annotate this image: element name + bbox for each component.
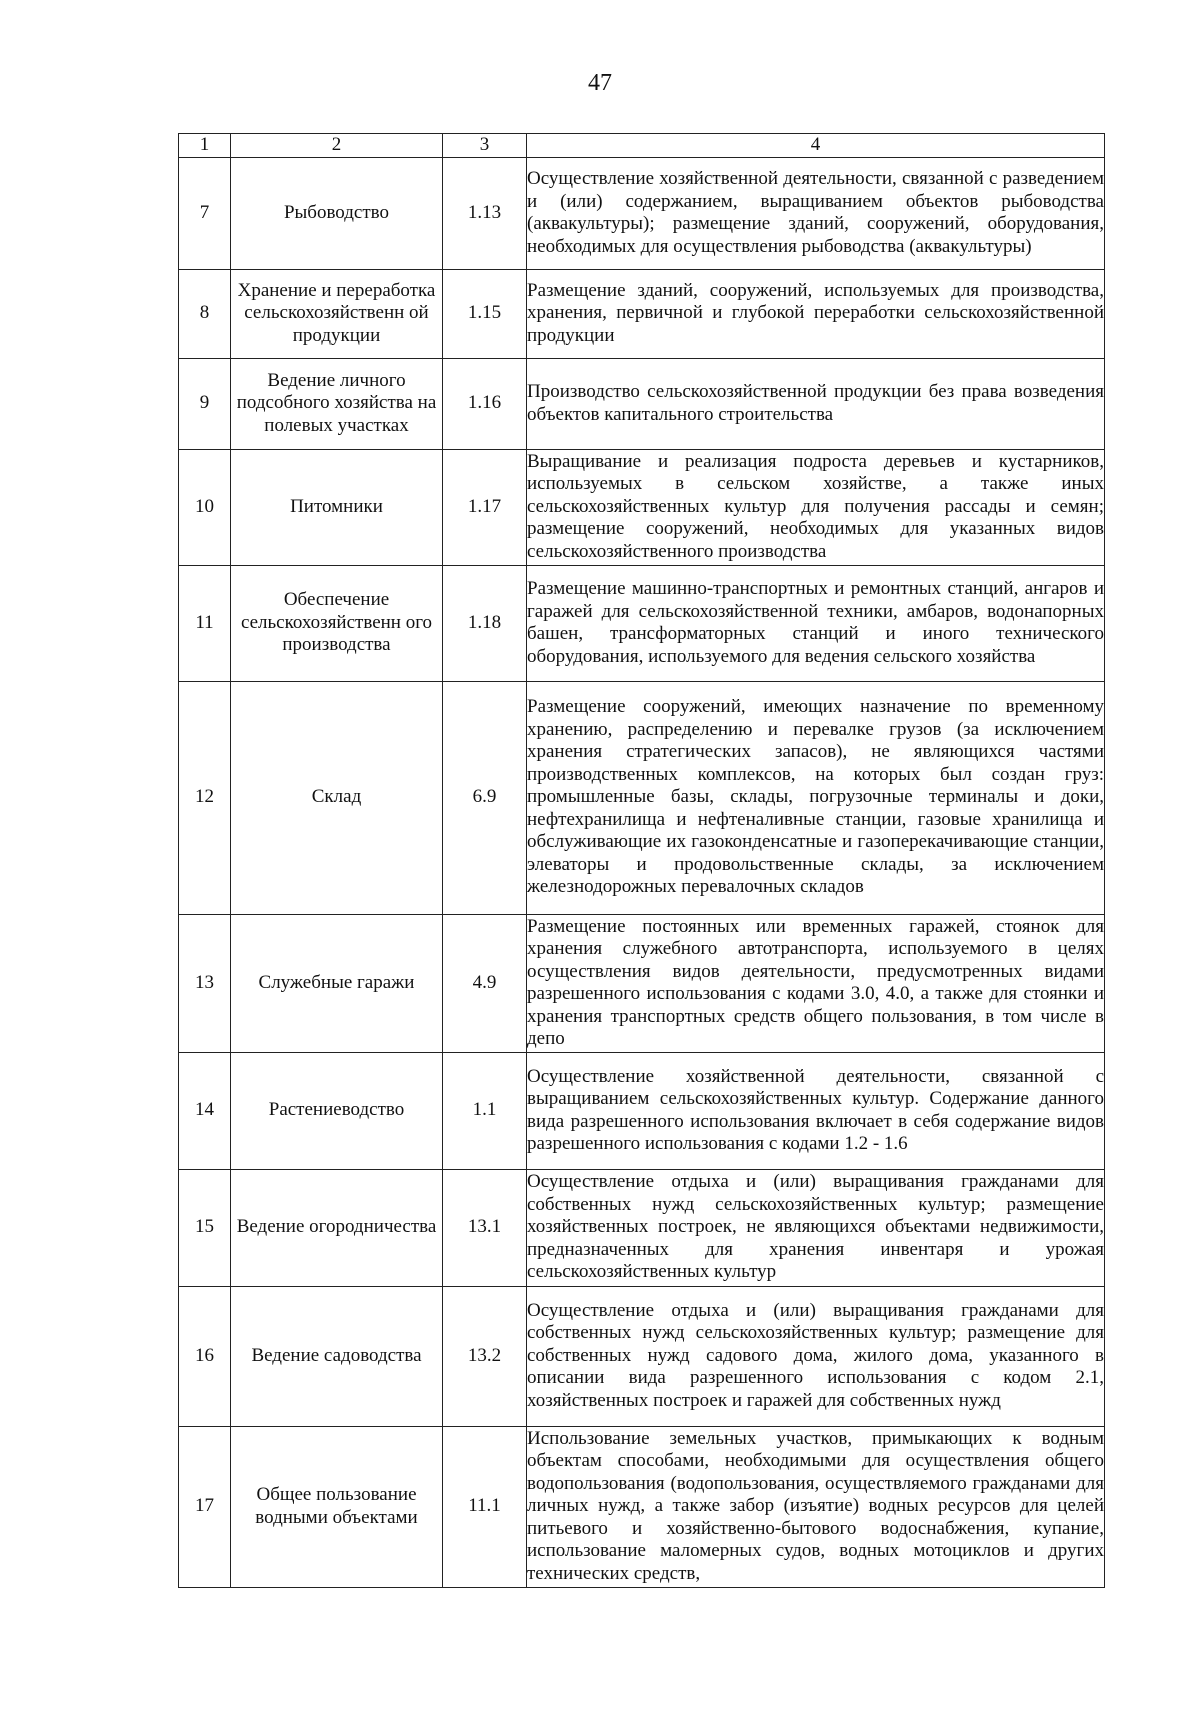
use-name: Ведение садоводства: [231, 1286, 443, 1426]
use-code: 1.1: [443, 1052, 527, 1169]
use-name: Питомники: [231, 449, 443, 565]
use-description: Размещение зданий, сооружений, используемых для производства, хранения, первичной и глубокой переработки сельскохозяйственной продукции: [527, 269, 1105, 358]
use-description: Использование земельных участков, примыкающих к водным объектам способами, необходимыми для осуществления общего водопользования (водопользования, осуществляемого гражданами для личных нужд, а также забор (изъятие) водных ресурсов для целей питьевого и хозяйственно-бытового водоснабжения, купание, использование маломерных судов, водных мотоциклов и других технических средств,: [527, 1426, 1105, 1587]
row-number: 16: [179, 1286, 231, 1426]
use-name: Служебные гаражи: [231, 914, 443, 1052]
use-name: Ведение огородничества: [231, 1169, 443, 1286]
row-number: 7: [179, 157, 231, 269]
table-row: [179, 358, 1105, 449]
use-code: 1.13: [443, 157, 527, 269]
table-row: [179, 914, 1105, 1052]
use-description: Размещение машинно-транспортных и ремонтных станций, ангаров и гаражей для сельскохозяйственной техники, амбаров, водонапорных башен, трансформаторных станций и иного технического оборудования, используемого для ведения сельского хозяйства: [527, 565, 1105, 681]
use-code: 6.9: [443, 681, 527, 914]
use-name: Ведение личного подсобного хозяйства на полевых участках: [231, 358, 443, 449]
use-name: Растениеводство: [231, 1052, 443, 1169]
use-name: Общее пользование водными объектами: [231, 1426, 443, 1587]
use-name: Обеспечение сельскохозяйственн ого производства: [231, 565, 443, 681]
use-name: Склад: [231, 681, 443, 914]
use-code: 1.17: [443, 449, 527, 565]
use-name: Хранение и переработка сельскохозяйственн ой продукции: [231, 269, 443, 358]
use-description: Осуществление отдыха и (или) выращивания гражданами для собственных нужд сельскохозяйственных культур; размещение хозяйственных построек, не являющихся объектами недвижимости, предназначенных для хранения инвентаря и урожая сельскохозяйственных культур: [527, 1169, 1105, 1286]
table-row: [179, 565, 1105, 681]
row-number: 11: [179, 565, 231, 681]
use-description: Выращивание и реализация подроста деревьев и кустарников, используемых в сельском хозяйстве, а также иных сельскохозяйственных культур для получения рассады и семян; размещение сооружений, необходимых для указанных видов сельскохозяйственного производства: [527, 449, 1105, 565]
page-number: 47: [588, 70, 612, 96]
use-description: Осуществление отдыха и (или) выращивания гражданами для собственных нужд сельскохозяйственных культур; размещение для собственных нужд садового дома, жилого дома, указанного в описании вида разрешенного использования с кодом 2.1, хозяйственных построек и гаражей для собственных нужд: [527, 1286, 1105, 1426]
row-number: 10: [179, 449, 231, 565]
row-number: 8: [179, 269, 231, 358]
use-code: 4.9: [443, 914, 527, 1052]
header-col-4: 4: [527, 134, 1105, 158]
table-row: [179, 1426, 1105, 1587]
use-code: 13.2: [443, 1286, 527, 1426]
use-description: Размещение сооружений, имеющих назначение по временному хранению, распределению и перевалке грузов (за исключением хранения стратегических запасов), не являющихся частями производственных комплексов, на которых был создан груз: промышленные базы, склады, погрузочные терминалы и доки, нефтехранилища и нефтеналивные станции, газовые хранилища и обслуживающие их газоконденсатные и газоперекачивающие станции, элеваторы и продовольственные склады, за исключением железнодорожных перевалочных складов: [527, 681, 1105, 914]
use-description: Размещение постоянных или временных гаражей, стоянок для хранения служебного автотранспорта, используемого в целях осуществления видов деятельности, предусмотренных видами разрешенного использования с кодами 3.0, 4.0, а также для стоянки и хранения транспортных средств общего пользования, в том числе в депо: [527, 914, 1105, 1052]
use-description: Осуществление хозяйственной деятельности, связанной с разведением и (или) содержанием, выращиванием объектов рыбоводства (аквакультуры); размещение зданий, сооружений, оборудования, необходимых для осуществления рыбоводства (аквакультуры): [527, 157, 1105, 269]
row-number: 9: [179, 358, 231, 449]
table-row: [179, 1052, 1105, 1169]
land-use-table: [178, 133, 1105, 1588]
table-row: [179, 1169, 1105, 1286]
use-description: Производство сельскохозяйственной продукции без права возведения объектов капитального строительства: [527, 358, 1105, 449]
use-code: 1.16: [443, 358, 527, 449]
table-row: [179, 1286, 1105, 1426]
row-number: 14: [179, 1052, 231, 1169]
row-number: 15: [179, 1169, 231, 1286]
header-col-2: 2: [231, 134, 443, 158]
table-row: [179, 449, 1105, 565]
header-row: [179, 134, 1105, 158]
use-code: 1.15: [443, 269, 527, 358]
use-name: Рыбоводство: [231, 157, 443, 269]
header-col-1: 1: [179, 134, 231, 158]
table-row: [179, 681, 1105, 914]
table-row: [179, 269, 1105, 358]
use-code: 11.1: [443, 1426, 527, 1587]
use-description: Осуществление хозяйственной деятельности, связанной с выращиванием сельскохозяйственных культур. Содержание данного вида разрешенного использования включает в себя содержание видов разрешенного использования с кодами 1.2 - 1.6: [527, 1052, 1105, 1169]
table-row: [179, 157, 1105, 269]
use-code: 1.18: [443, 565, 527, 681]
use-code: 13.1: [443, 1169, 527, 1286]
row-number: 12: [179, 681, 231, 914]
row-number: 13: [179, 914, 231, 1052]
header-col-3: 3: [443, 134, 527, 158]
row-number: 17: [179, 1426, 231, 1587]
